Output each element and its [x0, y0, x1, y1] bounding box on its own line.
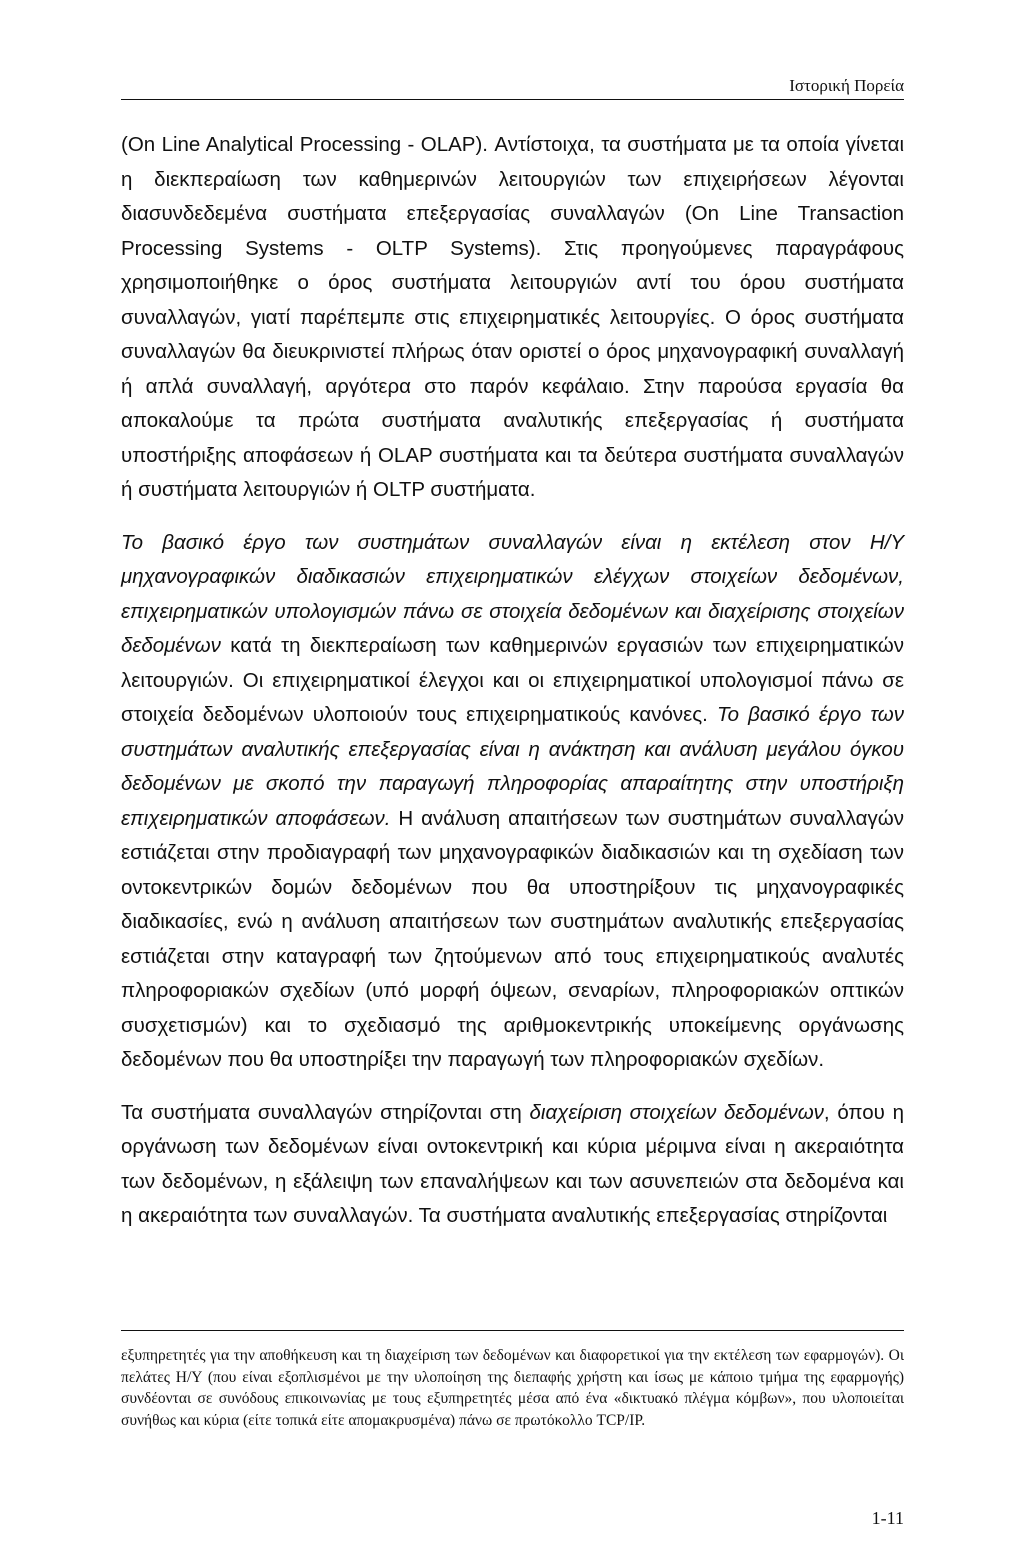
- paragraph-2: [121, 526, 904, 1078]
- para-segment-italic: Το βασικό έργο των συστημάτων αναλυτικής επεξεργασίας είναι η ανάκτηση και ανάλυση μεγάλου όγκου δεδομένων με σκοπό την παραγωγή πληροφορίας απαραίτητης στην υποστήριξη επιχειρηματικών αποφάσεων.: [121, 703, 904, 830]
- para-segment-italic: διαχείριση στοιχείων δεδομένων: [529, 1100, 824, 1124]
- paragraph-3: [121, 1096, 904, 1234]
- para-segment-italic: Το βασικό έργο των συστημάτων συναλλαγών είναι η εκτέλεση στον Η/Υ μηχανογραφικών διαδικασιών επιχειρηματικών ελέγχων στοιχείων δεδομένων, επιχειρηματικών υπολογισμών πάνω σε στοιχεία δεδομένων και διαχείρισης στοιχείων δεδομένων: [121, 530, 904, 657]
- footnote: [121, 1345, 904, 1431]
- running-title: Ιστορική Πορεία: [789, 76, 904, 95]
- footnote-text: εξυπηρετητές για την αποθήκευση και τη διαχείριση των δεδομένων και διαφορετικοί για την εκτέλεση των εφαρμογών). Οι πελάτες Η/Υ (που είναι εξοπλισμένοι με την υλοποίηση της διεπαφής χρήστη και ίσως με κάποιο τμήμα της εφαρμογής) συνδέονται σε συνόδους επικοινωνίας με τους εξυπηρετητές μέσα από ένα «δικτυακό πλέγμα κόμβων», που υλοποιείται συνήθως και κύρια (είτε τοπικά είτε απομακρυσμένα) πάνω σε πρωτόκολλο TCP/IP.: [121, 1347, 904, 1429]
- para-segment: (On Line Analytical Processing - OLAP). Αντίστοιχα, τα συστήματα με τα οποία γίνεται η διεκπεραίωση των καθημερινών λειτουργιών των επιχειρήσεων λέγονται διασυνδεδεμένα συστήματα επεξεργασίας συναλλαγών (On Line Transaction Processing Systems - OLTP Systems). Στις προηγούμενες παραγράφους χρησιμοποιήθηκε ο όρος συστήματα λειτουργιών αντί του όρου συστήματα συναλλαγών, γιατί παρέπεμπε στις επιχειρηματικές λειτουργίες. Ο όρος συστήματα συναλλαγών θα διευκρινιστεί πλήρως όταν οριστεί ο όρος μηχανογραφική συναλλαγή ή απλά συναλλαγή, αργότερα στο παρόν κεφάλαιο. Στην παρούσα εργασία θα αποκαλούμε τα πρώτα συστήματα αναλυτικής επεξεργασίας ή συστήματα υποστήριξης αποφάσεων ή OLAP συστήματα και τα δεύτερα συστήματα συναλλαγών ή συστήματα λειτουργιών ή OLTP συστήματα.: [121, 133, 904, 501]
- para-segment: Τα συστήματα συναλλαγών στηρίζονται στη: [121, 1100, 530, 1124]
- footnote-divider: [121, 1330, 904, 1331]
- paragraph-1: [121, 128, 904, 508]
- para-segment: , όπου η οργάνωση των δεδομένων είναι οντοκεντρική και κύρια μέριμνα είναι η ακεραιότητα των δεδομένων, η εξάλειψη των επαναλήψεων και των ασυνεπειών στα δεδομένα και η ακεραιότητα των συναλλαγών. Τα συστήματα αναλυτικής επεξεργασίας στηρίζονται: [121, 1100, 904, 1227]
- body-text: [121, 128, 904, 1234]
- para-segment: κατά τη διεκπεραίωση των καθημερινών εργασιών των επιχειρηματικών λειτουργιών. Οι επιχειρηματικοί έλεγχοι και οι επιχειρηματικοί υπολογισμοί πάνω σε στοιχεία δεδομένων υλοποιούν τους επιχειρηματικούς κανόνες.: [121, 634, 904, 726]
- running-header: [121, 76, 904, 100]
- para-segment: Η ανάλυση απαιτήσεων των συστημάτων συναλλαγών εστιάζεται στην προδιαγραφή των μηχανογραφικών διαδικασιών και τη σχεδίαση των οντοκεντρικών δομών δεδομένων που θα υποστηρίξουν τις μηχανογραφικές διαδικασίες, ενώ η ανάλυση απαιτήσεων των συστημάτων αναλυτικής επεξεργασίας εστιάζεται στην καταγραφή των ζητούμενων από τους επιχειρηματικούς αναλυτές πληροφοριακών σχεδίων (υπό μορφή όψεων, σεναρίων, πληροφοριακών οπτικών συσχετισμών) και το σχεδιασμό της αριθμοκεντρικής υποκείμενης οργάνωσης δεδομένων που θα υποστηρίξει την παραγωγή των πληροφοριακών σχεδίων.: [121, 806, 904, 1071]
- page-number-text: 1-11: [871, 1508, 904, 1528]
- page-number: [872, 1508, 904, 1529]
